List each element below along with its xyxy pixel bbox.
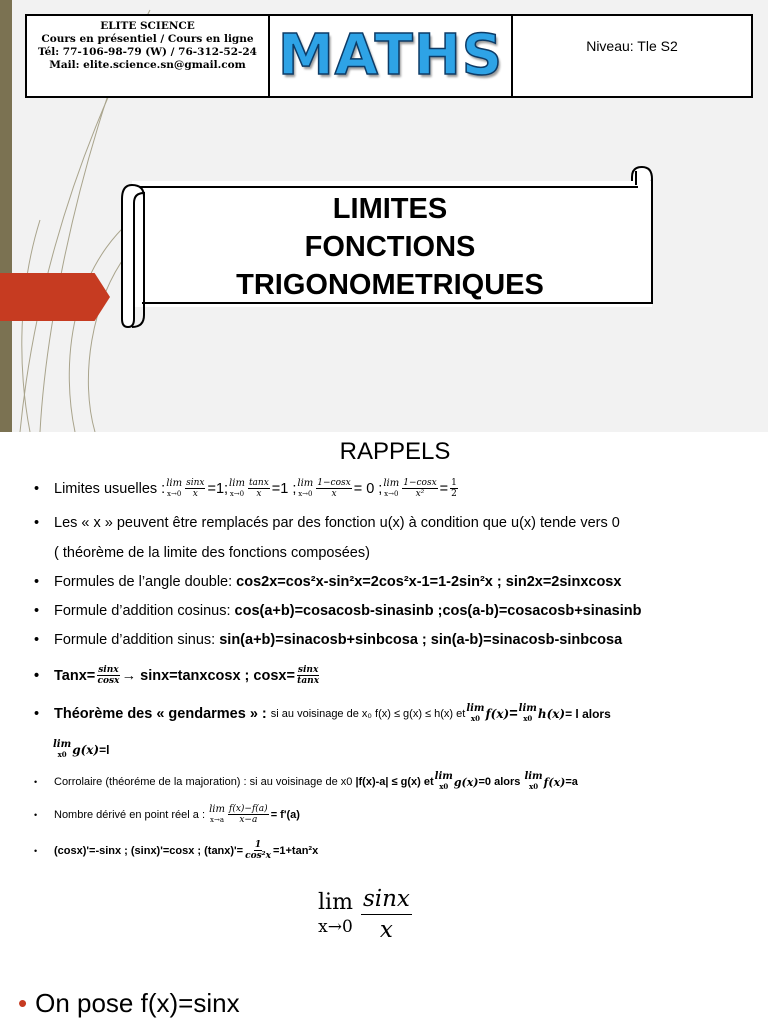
school-phone: Tél: 77-106-98-79 (W) / 76-312-52-24 [38,46,257,58]
school-info [27,16,270,96]
subject-cell [270,16,513,96]
list-item-limites-usuelles: • Limites usuelles : lim x→0 $\frac{\sin x}{x}$ =1; lim x→0 $\frac{\tan x}{x}$ =1 ; lim x→0 $\frac{1-\cos x}{x}$ = 0 ; lim x→0 $\frac{1-\cos x}{\text{x²}}$ = $\frac{1}{2}$ [34,477,457,499]
fraction: $\frac{1-\cos x}{x}$ [317,478,351,499]
limit-operator: lim x0 [524,771,543,791]
list-item-corollaire: • Corrolaire (théoréme de la majoration) : si au voisinage de x0 |f(x)-a| ≤ g(x) et lim x0 g(x) =0 alors lim x0 f(x) =a [34,771,578,791]
section-heading: RAPPELS [339,438,451,465]
level-cell [513,16,751,96]
fraction: $\frac{\sin x}{x}$ [186,478,205,499]
limit-operator: lim x→0 [297,477,314,498]
bullet-icon: • [18,988,28,1018]
level-label: Niveau: Tle S2 [586,38,678,54]
fraction: $\frac{f(x)-f(a)}{x-a}$ [228,804,268,825]
limit-operator: lim x→0 [383,477,400,498]
limit-operator: lim x0 [53,739,72,759]
list-item-gendarmes-continued: lim x0 g(x) =l [53,739,110,759]
title-line-1: LIMITES [332,193,448,225]
page-title [160,190,620,304]
limit-operator: lim x→0 [166,477,183,498]
limit-operator: lim x0 [466,703,485,723]
limit-operator: lim x→0 [229,477,245,498]
list-item-gendarmes: • Théorème des « gendarmes » : si au voisinage de x₀ f(x) ≤ g(x) ≤ h(x) et lim x0 f(x) = lim x0 h(x) = l alors [34,703,611,723]
header-table [25,14,753,98]
limites-label: Limites usuelles : [54,480,166,497]
list-item-composition-continued: ( théorème de la limite des fonctions composées) [54,545,370,561]
list-item-derivees: • (cosx)'=-sinx ; (sinx)'=cosx ; (tanx)'= $\frac{1}{\text{cos²x}}$ =1+tan²x [34,840,319,861]
limit-operator: lim x→a [209,803,225,824]
limit-operator: lim x0 [518,703,537,723]
limit-operator: lim x0 [434,771,453,791]
fraction: $\frac{\tan x}{x}$ [248,478,269,499]
list-item-tan: • Tanx= $\frac{\sin x}{\cos x}$ → sinx=tanxcosx ; cosx= $\frac{\sin x}{\tan x}$ [34,665,320,686]
fraction: $\frac{1-\cos x}{\text{x²}}$ [403,478,437,499]
featured-limit-formula: lim x→0 sinx x [318,886,410,943]
list-item-composition: • Les « x » peuvent être remplacés par des fonction u(x) à condition que u(x) tende vers 0 [34,515,620,531]
on-pose-line: • On pose f(x)=sinx [18,988,240,1018]
fraction: $\frac{1}{2}$ [451,478,457,499]
list-item-nombre-derive: • Nombre dérivé en point réel a : lim x→a $\frac{f(x)-f(a)}{x-a}$ = f'(a) [34,803,300,825]
school-mode: Cours en présentiel / Cours en ligne [41,33,254,45]
title-line-3: TRIGONOMETRIQUES [236,269,544,301]
list-item-double-angle: • Formules de l’angle double: cos2x=cos²x-sin²x=2cos²x-1=1-2sin²x ; sin2x=2sinxcosx [34,574,622,590]
list-item-addition-cos: • Formule d’addition cosinus: cos(a+b)=cosacosb-sinasinb ;cos(a-b)=cosacosb+sinasinb [34,603,642,619]
decorative-arrow-shape [0,273,110,321]
fraction: $\frac{1}{\text{cos²x}}$ [245,840,271,861]
fraction: $\frac{\sin x}{\tan x}$ [297,665,320,686]
school-name: ELITE SCIENCE [100,20,195,32]
list-item-addition-sin: • Formule d’addition sinus: sin(a+b)=sinacosb+sinbcosa ; sin(a-b)=sinacosb-sinbcosa [34,632,623,648]
title-line-2: FONCTIONS [304,231,476,263]
fraction: $\frac{\sin x}{\cos x}$ [97,665,120,686]
subject-logo: MATHS [277,23,504,88]
school-mail: Mail: elite.science.sn@gmail.com [49,59,246,71]
